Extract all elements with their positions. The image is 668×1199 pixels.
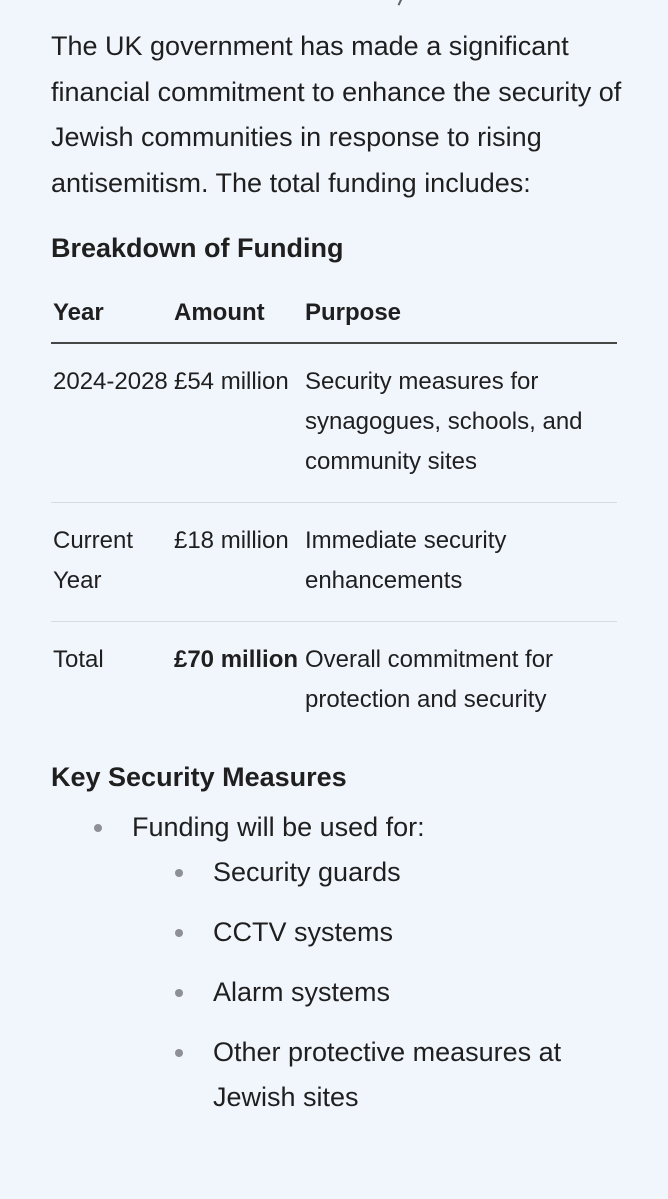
table-header-row [51,298,617,343]
table-row [51,343,617,503]
bullet-icon [175,929,183,937]
list-item-label: Funding will be used for: [132,812,425,842]
cell-amount: £18 million [172,503,303,622]
column-header-amount: Amount [172,298,303,343]
list-item [175,910,631,955]
cell-year: Total [53,646,104,673]
funding-table [51,298,617,740]
bullet-icon [175,869,183,877]
cell-year: Current Year [51,503,172,622]
cell-purpose: Immediate security enhancements [303,503,617,622]
bullet-icon [175,989,183,997]
cell-purpose: Overall commitment for protection and security [304,646,554,713]
security-measures-heading: Key Security Measures [51,762,347,792]
cell-amount-total: £70 million [173,646,299,673]
cell-year: 2024-2028 [51,343,172,503]
list-item-label: Alarm systems [213,977,391,1007]
table-row [51,622,617,741]
response-content [51,24,631,1120]
list-item [175,1030,631,1120]
clipped-text-fragment [390,0,403,6]
list-item [175,970,631,1015]
bullet-icon [94,824,102,832]
funding-breakdown-heading: Breakdown of Funding [51,233,344,263]
list-item-label: CCTV systems [213,917,394,947]
table-row [51,503,617,622]
list-item [94,805,631,1120]
column-header-purpose: Purpose [303,298,617,343]
security-measures-list [51,805,631,1120]
list-item-label: Security guards [213,857,401,887]
column-header-year: Year [51,298,172,343]
cell-purpose: Security measures for synagogues, schools, and community sites [303,343,617,503]
funding-uses-list [132,850,631,1120]
intro-paragraph: The UK government has made a significant financial commitment to enhance the security of Jewish communities in response to rising antisemitism. The total funding includes: [51,31,622,198]
cell-amount: £54 million [172,343,303,503]
bullet-icon [175,1049,183,1057]
list-item [175,850,631,895]
list-item-label: Other protective measures at Jewish sites [213,1037,562,1112]
